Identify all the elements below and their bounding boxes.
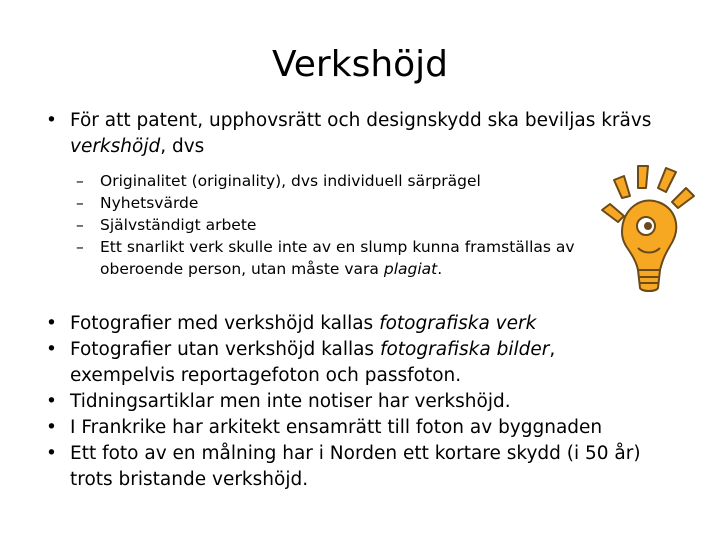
bullet-item bbox=[18, 311, 698, 337]
bullet-item: • I Frankrike har arkitekt ensamrätt till foton av byggnaden bbox=[18, 415, 698, 441]
sub-item-text: oberoende person, utan måste vara bbox=[100, 260, 384, 278]
bullet-emphasis: verkshöjd bbox=[70, 136, 161, 157]
slide-title: Verkshöjd bbox=[271, 44, 449, 85]
bullet-list-top bbox=[18, 108, 698, 160]
sub-item: – Självständigt arbete bbox=[0, 214, 620, 236]
bullet-text-tail: , dvs bbox=[160, 136, 205, 157]
bullet-text: Ett foto av en målning har i Norden ett kortare skydd (i 50 år) bbox=[70, 443, 641, 464]
ray-shape bbox=[638, 166, 648, 188]
bullet-emphasis: fotografiska verk bbox=[379, 313, 537, 334]
bullet-text: Fotografier med verkshöjd kallas bbox=[70, 313, 380, 334]
ray-shape bbox=[658, 168, 676, 192]
bullet-item bbox=[18, 441, 698, 493]
bullet-item bbox=[18, 337, 698, 389]
bullet-text-tail: , bbox=[549, 339, 556, 360]
sub-item-tail: . bbox=[437, 260, 443, 278]
bullet-emphasis: fotografiska bilder bbox=[379, 339, 550, 360]
sub-item-emphasis: plagiat bbox=[383, 260, 438, 278]
bulb-base bbox=[638, 270, 660, 291]
ray-shape bbox=[614, 176, 630, 198]
sub-item bbox=[0, 236, 620, 280]
ray-shape bbox=[602, 204, 624, 222]
ray-shape bbox=[672, 188, 694, 208]
bullet-item bbox=[18, 108, 698, 160]
sub-item-text: Ett snarlikt verk skulle inte av en slump kunna framställas av bbox=[100, 238, 575, 256]
bullet-item: • Tidningsartiklar men inte notiser har verkshöjd. bbox=[18, 389, 698, 415]
bullet-text-line2: trots bristande verkshöjd. bbox=[70, 469, 309, 490]
lightbulb-icon bbox=[600, 158, 700, 298]
bullet-text: Fotografier utan verkshöjd kallas bbox=[70, 339, 380, 360]
sub-bullet-list bbox=[0, 170, 620, 280]
bullet-text: För att patent, upphovsrätt och designskydd ska beviljas krävs bbox=[70, 110, 652, 131]
sub-item: – Originalitet (originality), dvs individuell särprägel bbox=[0, 170, 620, 192]
sub-item: – Nyhetsvärde bbox=[0, 192, 620, 214]
bullet-text-line2: exempelvis reportagefoton och passfoton. bbox=[70, 365, 462, 386]
bullet-list-bottom bbox=[18, 311, 698, 493]
